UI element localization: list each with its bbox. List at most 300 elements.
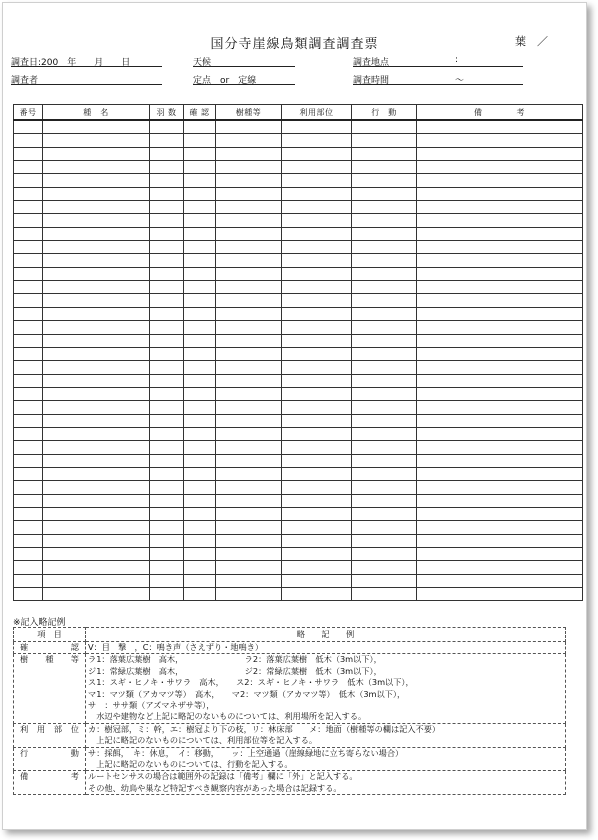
table-cell[interactable] — [43, 414, 150, 427]
table-cell[interactable] — [216, 241, 282, 254]
table-cell[interactable] — [417, 334, 583, 347]
table-cell[interactable] — [14, 387, 43, 400]
table-cell[interactable] — [282, 454, 352, 467]
table-cell[interactable] — [417, 201, 583, 214]
table-cell[interactable] — [216, 267, 282, 280]
table-cell[interactable] — [417, 227, 583, 240]
table-cell[interactable] — [184, 481, 216, 494]
table-cell[interactable] — [216, 334, 282, 347]
table-cell[interactable] — [184, 494, 216, 507]
table-cell[interactable] — [43, 201, 150, 214]
table-cell[interactable] — [184, 401, 216, 414]
table-cell[interactable] — [14, 227, 43, 240]
table-cell[interactable] — [216, 588, 282, 601]
table-cell[interactable] — [352, 401, 417, 414]
table-cell[interactable] — [43, 174, 150, 187]
table-cell[interactable] — [352, 254, 417, 267]
table-cell[interactable] — [150, 334, 184, 347]
table-cell[interactable] — [184, 467, 216, 480]
table-cell[interactable] — [43, 427, 150, 440]
table-cell[interactable] — [352, 574, 417, 587]
table-cell[interactable] — [282, 441, 352, 454]
table-cell[interactable] — [352, 481, 417, 494]
table-cell[interactable] — [216, 307, 282, 320]
table-cell[interactable] — [150, 494, 184, 507]
table-cell[interactable] — [216, 454, 282, 467]
table-cell[interactable] — [150, 401, 184, 414]
table-cell[interactable] — [417, 387, 583, 400]
table-cell[interactable] — [282, 361, 352, 374]
table-cell[interactable] — [184, 347, 216, 360]
table-cell[interactable] — [43, 267, 150, 280]
table-cell[interactable] — [282, 321, 352, 334]
table-cell[interactable] — [43, 214, 150, 227]
table-cell[interactable] — [417, 374, 583, 387]
observer-underline[interactable] — [11, 84, 162, 85]
table-cell[interactable] — [417, 507, 583, 520]
table-cell[interactable] — [417, 187, 583, 200]
table-cell[interactable] — [417, 321, 583, 334]
table-cell[interactable] — [14, 481, 43, 494]
table-row — [14, 254, 583, 267]
table-cell[interactable] — [43, 548, 150, 561]
table-cell[interactable] — [150, 281, 184, 294]
table-cell[interactable] — [14, 441, 43, 454]
table-cell[interactable] — [14, 361, 43, 374]
table-cell[interactable] — [14, 307, 43, 320]
table-cell[interactable] — [43, 574, 150, 587]
table-cell[interactable] — [14, 201, 43, 214]
table-cell[interactable] — [216, 534, 282, 547]
table-cell[interactable] — [417, 427, 583, 440]
table-cell[interactable] — [417, 241, 583, 254]
table-cell[interactable] — [43, 321, 150, 334]
table-cell[interactable] — [282, 227, 352, 240]
table-cell[interactable] — [43, 241, 150, 254]
table-cell[interactable] — [352, 347, 417, 360]
table-cell[interactable] — [184, 361, 216, 374]
table-cell[interactable] — [417, 347, 583, 360]
table-cell[interactable] — [184, 187, 216, 200]
table-cell[interactable] — [184, 334, 216, 347]
table-cell[interactable] — [216, 387, 282, 400]
table-cell[interactable] — [352, 227, 417, 240]
table-cell[interactable] — [282, 507, 352, 520]
table-cell[interactable] — [282, 174, 352, 187]
table-cell[interactable] — [352, 467, 417, 480]
table-cell[interactable] — [352, 334, 417, 347]
table-row — [14, 361, 583, 374]
table-cell[interactable] — [417, 267, 583, 280]
table-cell[interactable] — [282, 161, 352, 174]
table-cell[interactable] — [43, 281, 150, 294]
table-cell[interactable] — [150, 120, 184, 134]
table-cell[interactable] — [184, 120, 216, 134]
table-cell[interactable] — [150, 374, 184, 387]
table-cell[interactable] — [43, 441, 150, 454]
table-cell[interactable] — [43, 401, 150, 414]
table-cell[interactable] — [43, 347, 150, 360]
table-cell[interactable] — [417, 588, 583, 601]
table-cell[interactable] — [352, 427, 417, 440]
table-cell[interactable] — [282, 561, 352, 574]
table-cell[interactable] — [282, 588, 352, 601]
table-cell[interactable] — [184, 161, 216, 174]
table-cell[interactable] — [282, 548, 352, 561]
table-cell[interactable] — [150, 347, 184, 360]
table-cell[interactable] — [43, 334, 150, 347]
table-cell[interactable] — [216, 561, 282, 574]
table-cell[interactable] — [216, 347, 282, 360]
table-cell[interactable] — [417, 548, 583, 561]
table-cell[interactable] — [216, 427, 282, 440]
column-header: 樹種等 — [216, 105, 282, 121]
table-cell[interactable] — [282, 387, 352, 400]
table-cell[interactable] — [282, 534, 352, 547]
table-cell[interactable] — [282, 467, 352, 480]
table-cell[interactable] — [417, 561, 583, 574]
table-cell[interactable] — [43, 307, 150, 320]
table-cell[interactable] — [14, 214, 43, 227]
table-cell[interactable] — [184, 588, 216, 601]
table-cell[interactable] — [184, 321, 216, 334]
table-cell[interactable] — [352, 120, 417, 134]
table-cell[interactable] — [150, 321, 184, 334]
legend-line: ジ1：常緑広葉樹 高木， ジ2：常緑広葉樹 低木（3m以下）， — [88, 665, 382, 676]
table-cell[interactable] — [43, 227, 150, 240]
table-cell[interactable] — [282, 521, 352, 534]
table-cell[interactable] — [150, 534, 184, 547]
table-cell[interactable] — [216, 401, 282, 414]
table-cell[interactable] — [184, 174, 216, 187]
table-cell[interactable] — [282, 134, 352, 147]
table-cell[interactable] — [352, 174, 417, 187]
table-cell[interactable] — [184, 414, 216, 427]
table-cell[interactable] — [184, 241, 216, 254]
table-cell[interactable] — [352, 494, 417, 507]
table-cell[interactable] — [43, 454, 150, 467]
table-cell[interactable] — [417, 147, 583, 160]
table-cell[interactable] — [150, 241, 184, 254]
table-cell[interactable] — [14, 334, 43, 347]
table-cell[interactable] — [216, 281, 282, 294]
table-cell[interactable] — [216, 294, 282, 307]
table-cell[interactable] — [150, 387, 184, 400]
table-cell[interactable] — [216, 227, 282, 240]
table-cell[interactable] — [43, 147, 150, 160]
table-cell[interactable] — [184, 454, 216, 467]
table-cell[interactable] — [282, 281, 352, 294]
table-cell[interactable] — [184, 227, 216, 240]
table-cell[interactable] — [150, 187, 184, 200]
method-underline[interactable] — [193, 84, 295, 85]
table-cell[interactable] — [150, 548, 184, 561]
table-cell[interactable] — [417, 254, 583, 267]
table-cell[interactable] — [184, 134, 216, 147]
table-cell[interactable] — [184, 267, 216, 280]
table-cell[interactable] — [14, 414, 43, 427]
table-cell[interactable] — [216, 174, 282, 187]
table-cell[interactable] — [150, 254, 184, 267]
table-cell[interactable] — [216, 548, 282, 561]
table-cell[interactable] — [352, 281, 417, 294]
weather-underline[interactable] — [193, 66, 295, 67]
table-cell[interactable] — [43, 561, 150, 574]
table-cell[interactable] — [216, 481, 282, 494]
table-cell[interactable] — [150, 441, 184, 454]
table-cell[interactable] — [352, 321, 417, 334]
table-cell[interactable] — [417, 134, 583, 147]
table-cell[interactable] — [282, 347, 352, 360]
table-cell[interactable] — [150, 561, 184, 574]
table-cell[interactable] — [14, 161, 43, 174]
table-cell[interactable] — [43, 254, 150, 267]
table-cell[interactable] — [184, 387, 216, 400]
table-cell[interactable] — [150, 361, 184, 374]
table-cell[interactable] — [14, 494, 43, 507]
table-cell[interactable] — [184, 534, 216, 547]
table-cell[interactable] — [14, 521, 43, 534]
table-cell[interactable] — [417, 534, 583, 547]
table-cell[interactable] — [417, 574, 583, 587]
table-cell[interactable] — [184, 574, 216, 587]
table-cell[interactable] — [417, 467, 583, 480]
table-cell[interactable] — [184, 214, 216, 227]
table-cell[interactable] — [14, 561, 43, 574]
table-cell[interactable] — [43, 120, 150, 134]
table-cell[interactable] — [216, 187, 282, 200]
table-cell[interactable] — [352, 507, 417, 520]
table-cell[interactable] — [150, 481, 184, 494]
table-cell[interactable] — [184, 507, 216, 520]
table-cell[interactable] — [150, 134, 184, 147]
table-cell[interactable] — [417, 414, 583, 427]
table-cell[interactable] — [282, 494, 352, 507]
table-cell[interactable] — [352, 588, 417, 601]
table-cell[interactable] — [417, 174, 583, 187]
table-cell[interactable] — [43, 534, 150, 547]
table-cell[interactable] — [184, 521, 216, 534]
table-cell[interactable] — [14, 254, 43, 267]
table-cell[interactable] — [417, 401, 583, 414]
table-cell[interactable] — [150, 521, 184, 534]
table-cell[interactable] — [14, 588, 43, 601]
table-cell[interactable] — [352, 534, 417, 547]
table-cell[interactable] — [43, 387, 150, 400]
table-cell[interactable] — [352, 201, 417, 214]
table-cell[interactable] — [184, 441, 216, 454]
table-cell[interactable] — [282, 120, 352, 134]
table-cell[interactable] — [282, 241, 352, 254]
table-cell[interactable] — [282, 574, 352, 587]
table-cell[interactable] — [417, 481, 583, 494]
table-cell[interactable] — [150, 427, 184, 440]
table-cell[interactable] — [216, 201, 282, 214]
table-cell[interactable] — [184, 281, 216, 294]
table-cell[interactable] — [14, 507, 43, 520]
table-cell[interactable] — [417, 294, 583, 307]
table-cell[interactable] — [43, 521, 150, 534]
table-cell[interactable] — [184, 374, 216, 387]
table-cell[interactable] — [417, 361, 583, 374]
table-cell[interactable] — [417, 161, 583, 174]
table-cell[interactable] — [14, 147, 43, 160]
table-cell[interactable] — [184, 254, 216, 267]
table-cell[interactable] — [352, 561, 417, 574]
table-cell[interactable] — [352, 187, 417, 200]
table-cell[interactable] — [150, 574, 184, 587]
table-row — [14, 454, 583, 467]
table-cell[interactable] — [150, 294, 184, 307]
table-cell[interactable] — [150, 414, 184, 427]
table-cell[interactable] — [216, 374, 282, 387]
table-cell[interactable] — [14, 347, 43, 360]
table-cell[interactable] — [282, 427, 352, 440]
table-cell[interactable] — [14, 454, 43, 467]
table-cell[interactable] — [417, 307, 583, 320]
table-cell[interactable] — [216, 254, 282, 267]
table-cell[interactable] — [43, 134, 150, 147]
table-cell[interactable] — [184, 548, 216, 561]
table-cell[interactable] — [43, 467, 150, 480]
table-cell[interactable] — [352, 307, 417, 320]
table-cell[interactable] — [14, 548, 43, 561]
table-cell[interactable] — [150, 161, 184, 174]
table-cell[interactable] — [216, 321, 282, 334]
table-cell[interactable] — [150, 467, 184, 480]
table-cell[interactable] — [14, 281, 43, 294]
table-cell[interactable] — [150, 307, 184, 320]
time-underline[interactable] — [353, 84, 523, 85]
table-cell[interactable] — [352, 521, 417, 534]
table-cell[interactable] — [14, 534, 43, 547]
table-cell[interactable] — [184, 201, 216, 214]
table-cell[interactable] — [417, 214, 583, 227]
table-cell[interactable] — [216, 521, 282, 534]
table-cell[interactable] — [150, 454, 184, 467]
table-cell[interactable] — [216, 441, 282, 454]
table-cell[interactable] — [417, 281, 583, 294]
table-cell[interactable] — [417, 120, 583, 134]
legend-desc — [86, 723, 566, 747]
table-cell[interactable] — [417, 454, 583, 467]
table-cell[interactable] — [216, 507, 282, 520]
table-cell[interactable] — [216, 147, 282, 160]
table-cell[interactable] — [14, 241, 43, 254]
table-cell[interactable] — [14, 174, 43, 187]
table-cell[interactable] — [14, 321, 43, 334]
table-cell[interactable] — [14, 120, 43, 134]
table-cell[interactable] — [43, 361, 150, 374]
table-cell[interactable] — [216, 414, 282, 427]
table-cell[interactable] — [352, 414, 417, 427]
table-cell[interactable] — [216, 494, 282, 507]
table-cell[interactable] — [417, 494, 583, 507]
table-cell[interactable] — [14, 427, 43, 440]
table-cell[interactable] — [14, 401, 43, 414]
table-cell[interactable] — [352, 241, 417, 254]
table-cell[interactable] — [352, 361, 417, 374]
table-cell[interactable] — [352, 147, 417, 160]
table-cell[interactable] — [352, 387, 417, 400]
table-cell[interactable] — [184, 561, 216, 574]
location-underline[interactable] — [353, 66, 523, 67]
table-cell[interactable] — [184, 427, 216, 440]
table-cell[interactable] — [14, 467, 43, 480]
table-cell[interactable] — [216, 120, 282, 134]
table-cell[interactable] — [216, 214, 282, 227]
table-cell[interactable] — [216, 161, 282, 174]
table-cell[interactable] — [14, 134, 43, 147]
table-cell[interactable] — [150, 588, 184, 601]
table-cell[interactable] — [352, 374, 417, 387]
table-cell[interactable] — [14, 267, 43, 280]
table-cell[interactable] — [282, 334, 352, 347]
table-cell[interactable] — [282, 307, 352, 320]
table-cell[interactable] — [216, 467, 282, 480]
table-cell[interactable] — [14, 294, 43, 307]
table-cell[interactable] — [150, 174, 184, 187]
table-cell[interactable] — [352, 214, 417, 227]
table-cell[interactable] — [150, 227, 184, 240]
table-cell[interactable] — [417, 441, 583, 454]
table-cell[interactable] — [352, 134, 417, 147]
table-cell[interactable] — [282, 214, 352, 227]
table-cell[interactable] — [282, 254, 352, 267]
table-cell[interactable] — [43, 588, 150, 601]
legend-title: ※記入略記例 — [13, 618, 66, 628]
table-cell[interactable] — [14, 574, 43, 587]
table-cell[interactable] — [43, 494, 150, 507]
table-cell[interactable] — [184, 147, 216, 160]
table-cell[interactable] — [352, 267, 417, 280]
table-cell[interactable] — [184, 294, 216, 307]
table-cell[interactable] — [282, 374, 352, 387]
table-cell[interactable] — [216, 134, 282, 147]
table-cell[interactable] — [216, 574, 282, 587]
table-cell[interactable] — [43, 374, 150, 387]
table-cell[interactable] — [43, 187, 150, 200]
table-cell[interactable] — [282, 187, 352, 200]
table-cell[interactable] — [282, 267, 352, 280]
table-cell[interactable] — [43, 161, 150, 174]
table-cell[interactable] — [150, 267, 184, 280]
table-cell[interactable] — [417, 521, 583, 534]
table-cell[interactable] — [352, 161, 417, 174]
table-cell[interactable] — [216, 361, 282, 374]
table-cell[interactable] — [43, 481, 150, 494]
table-cell[interactable] — [352, 454, 417, 467]
table-cell[interactable] — [14, 374, 43, 387]
table-cell[interactable] — [150, 507, 184, 520]
table-cell[interactable] — [352, 294, 417, 307]
table-cell[interactable] — [282, 414, 352, 427]
table-cell[interactable] — [282, 401, 352, 414]
table-cell[interactable] — [282, 481, 352, 494]
table-cell[interactable] — [282, 294, 352, 307]
table-cell[interactable] — [14, 187, 43, 200]
table-cell[interactable] — [352, 548, 417, 561]
table-cell[interactable] — [150, 214, 184, 227]
table-cell[interactable] — [150, 201, 184, 214]
table-cell[interactable] — [282, 201, 352, 214]
table-cell[interactable] — [43, 507, 150, 520]
table-cell[interactable] — [184, 307, 216, 320]
table-cell[interactable] — [352, 441, 417, 454]
table-cell[interactable] — [282, 147, 352, 160]
table-cell[interactable] — [43, 294, 150, 307]
table-cell[interactable] — [150, 147, 184, 160]
